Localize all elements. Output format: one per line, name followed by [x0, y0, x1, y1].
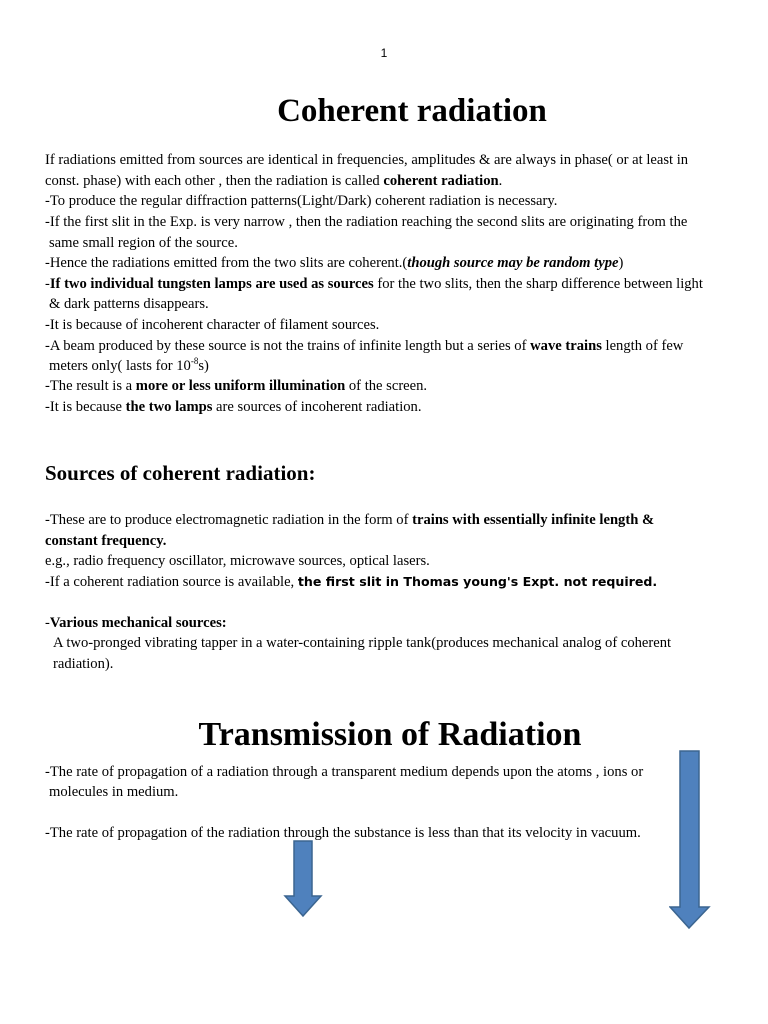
text: -	[45, 276, 50, 292]
paragraph-line	[45, 253, 623, 273]
bold-text: trains with essentially infinite length &	[412, 512, 655, 528]
text: -It is because	[45, 399, 126, 415]
text: -If a coherent radiation source is available,	[45, 574, 298, 590]
paragraph-line: -To produce the regular diffraction patterns(Light/Dark) coherent radiation is necessary.	[45, 193, 558, 209]
paragraph-line: molecules in medium.	[49, 784, 179, 800]
paragraph-line: same small region of the source.	[49, 235, 238, 251]
text: s)	[198, 358, 209, 374]
paragraph-line: & dark patterns disappears.	[49, 296, 209, 312]
paragraph-line: radiation).	[53, 656, 114, 672]
paragraph-line	[45, 397, 422, 417]
bold-text: wave trains	[530, 338, 602, 354]
paragraph-line	[45, 572, 657, 592]
text: .	[498, 173, 503, 189]
paragraph-line	[45, 376, 427, 396]
down-arrow-icon	[669, 750, 711, 930]
paragraph-line	[45, 171, 502, 191]
text: )	[618, 255, 624, 271]
paragraph-line	[49, 356, 209, 376]
paragraph-line: -If the first slit in the Exp. is very narrow , then the radiation reaching the second slits are originating from the	[45, 214, 688, 230]
paragraph-line: -The rate of propagation of a radiation through a transparent medium depends upon the atoms , ions or	[45, 764, 644, 780]
paragraph-line: -It is because of incoherent character of filament sources.	[45, 317, 380, 333]
paragraph-line: e.g., radio frequency oscillator, microwave sources, optical lasers.	[45, 553, 430, 569]
bold-text: more or less uniform illumination	[135, 378, 346, 394]
paragraph-line: A two-pronged vibrating tapper in a water-containing ripple tank(produces mechanical analog of coherent	[53, 635, 672, 651]
bold-text: constant frequency.	[45, 533, 167, 549]
paragraph-line	[45, 336, 683, 356]
bold-italic-text: though source may be random type	[407, 255, 619, 271]
title-transmission-of-radiation: Transmission of Radiation	[198, 716, 582, 753]
paragraph-line	[45, 613, 227, 633]
text: -Hence the radiations emitted from the two slits are coherent.(	[45, 255, 408, 271]
text: meters only( lasts for 10	[49, 358, 191, 374]
paragraph-line	[45, 531, 166, 551]
section-heading-sources: Sources of coherent radiation:	[45, 461, 316, 485]
bold-text: the first slit in Thomas young's Expt. not required.	[297, 574, 658, 589]
arrow-shape	[285, 841, 321, 916]
text: -The result is a	[45, 378, 136, 394]
text: -These are to produce electromagnetic radiation in the form of	[45, 512, 413, 528]
text: -	[45, 615, 50, 631]
text: length of few	[601, 338, 684, 354]
paragraph-line	[45, 274, 703, 294]
bold-text: the two lamps	[125, 399, 213, 415]
down-arrow-icon	[283, 840, 323, 918]
title-coherent-radiation: Coherent radiation	[277, 93, 547, 129]
text: const. phase) with each other , then the radiation is called	[45, 173, 384, 189]
bold-text: coherent radiation	[383, 173, 499, 189]
paragraph-line	[45, 510, 654, 530]
superscript: -8	[190, 356, 199, 366]
paragraph-line: -The rate of propagation of the radiation through the substance is less than that its velocity in vacuum.	[45, 825, 641, 841]
text: -A beam produced by these source is not the trains of infinite length but a series of	[45, 338, 531, 354]
bold-text: Various mechanical sources:	[49, 615, 227, 631]
text: are sources of incoherent radiation.	[212, 399, 422, 415]
bold-text: If two individual tungsten lamps are used as sources	[49, 276, 374, 292]
text: of the screen.	[345, 378, 428, 394]
arrow-shape	[670, 751, 709, 928]
page-number: 1	[380, 46, 388, 60]
text: for the two slits, then the sharp difference between light	[373, 276, 703, 292]
paragraph-line: If radiations emitted from sources are identical in frequencies, amplitudes & are always in phase( or at least in	[45, 152, 689, 168]
